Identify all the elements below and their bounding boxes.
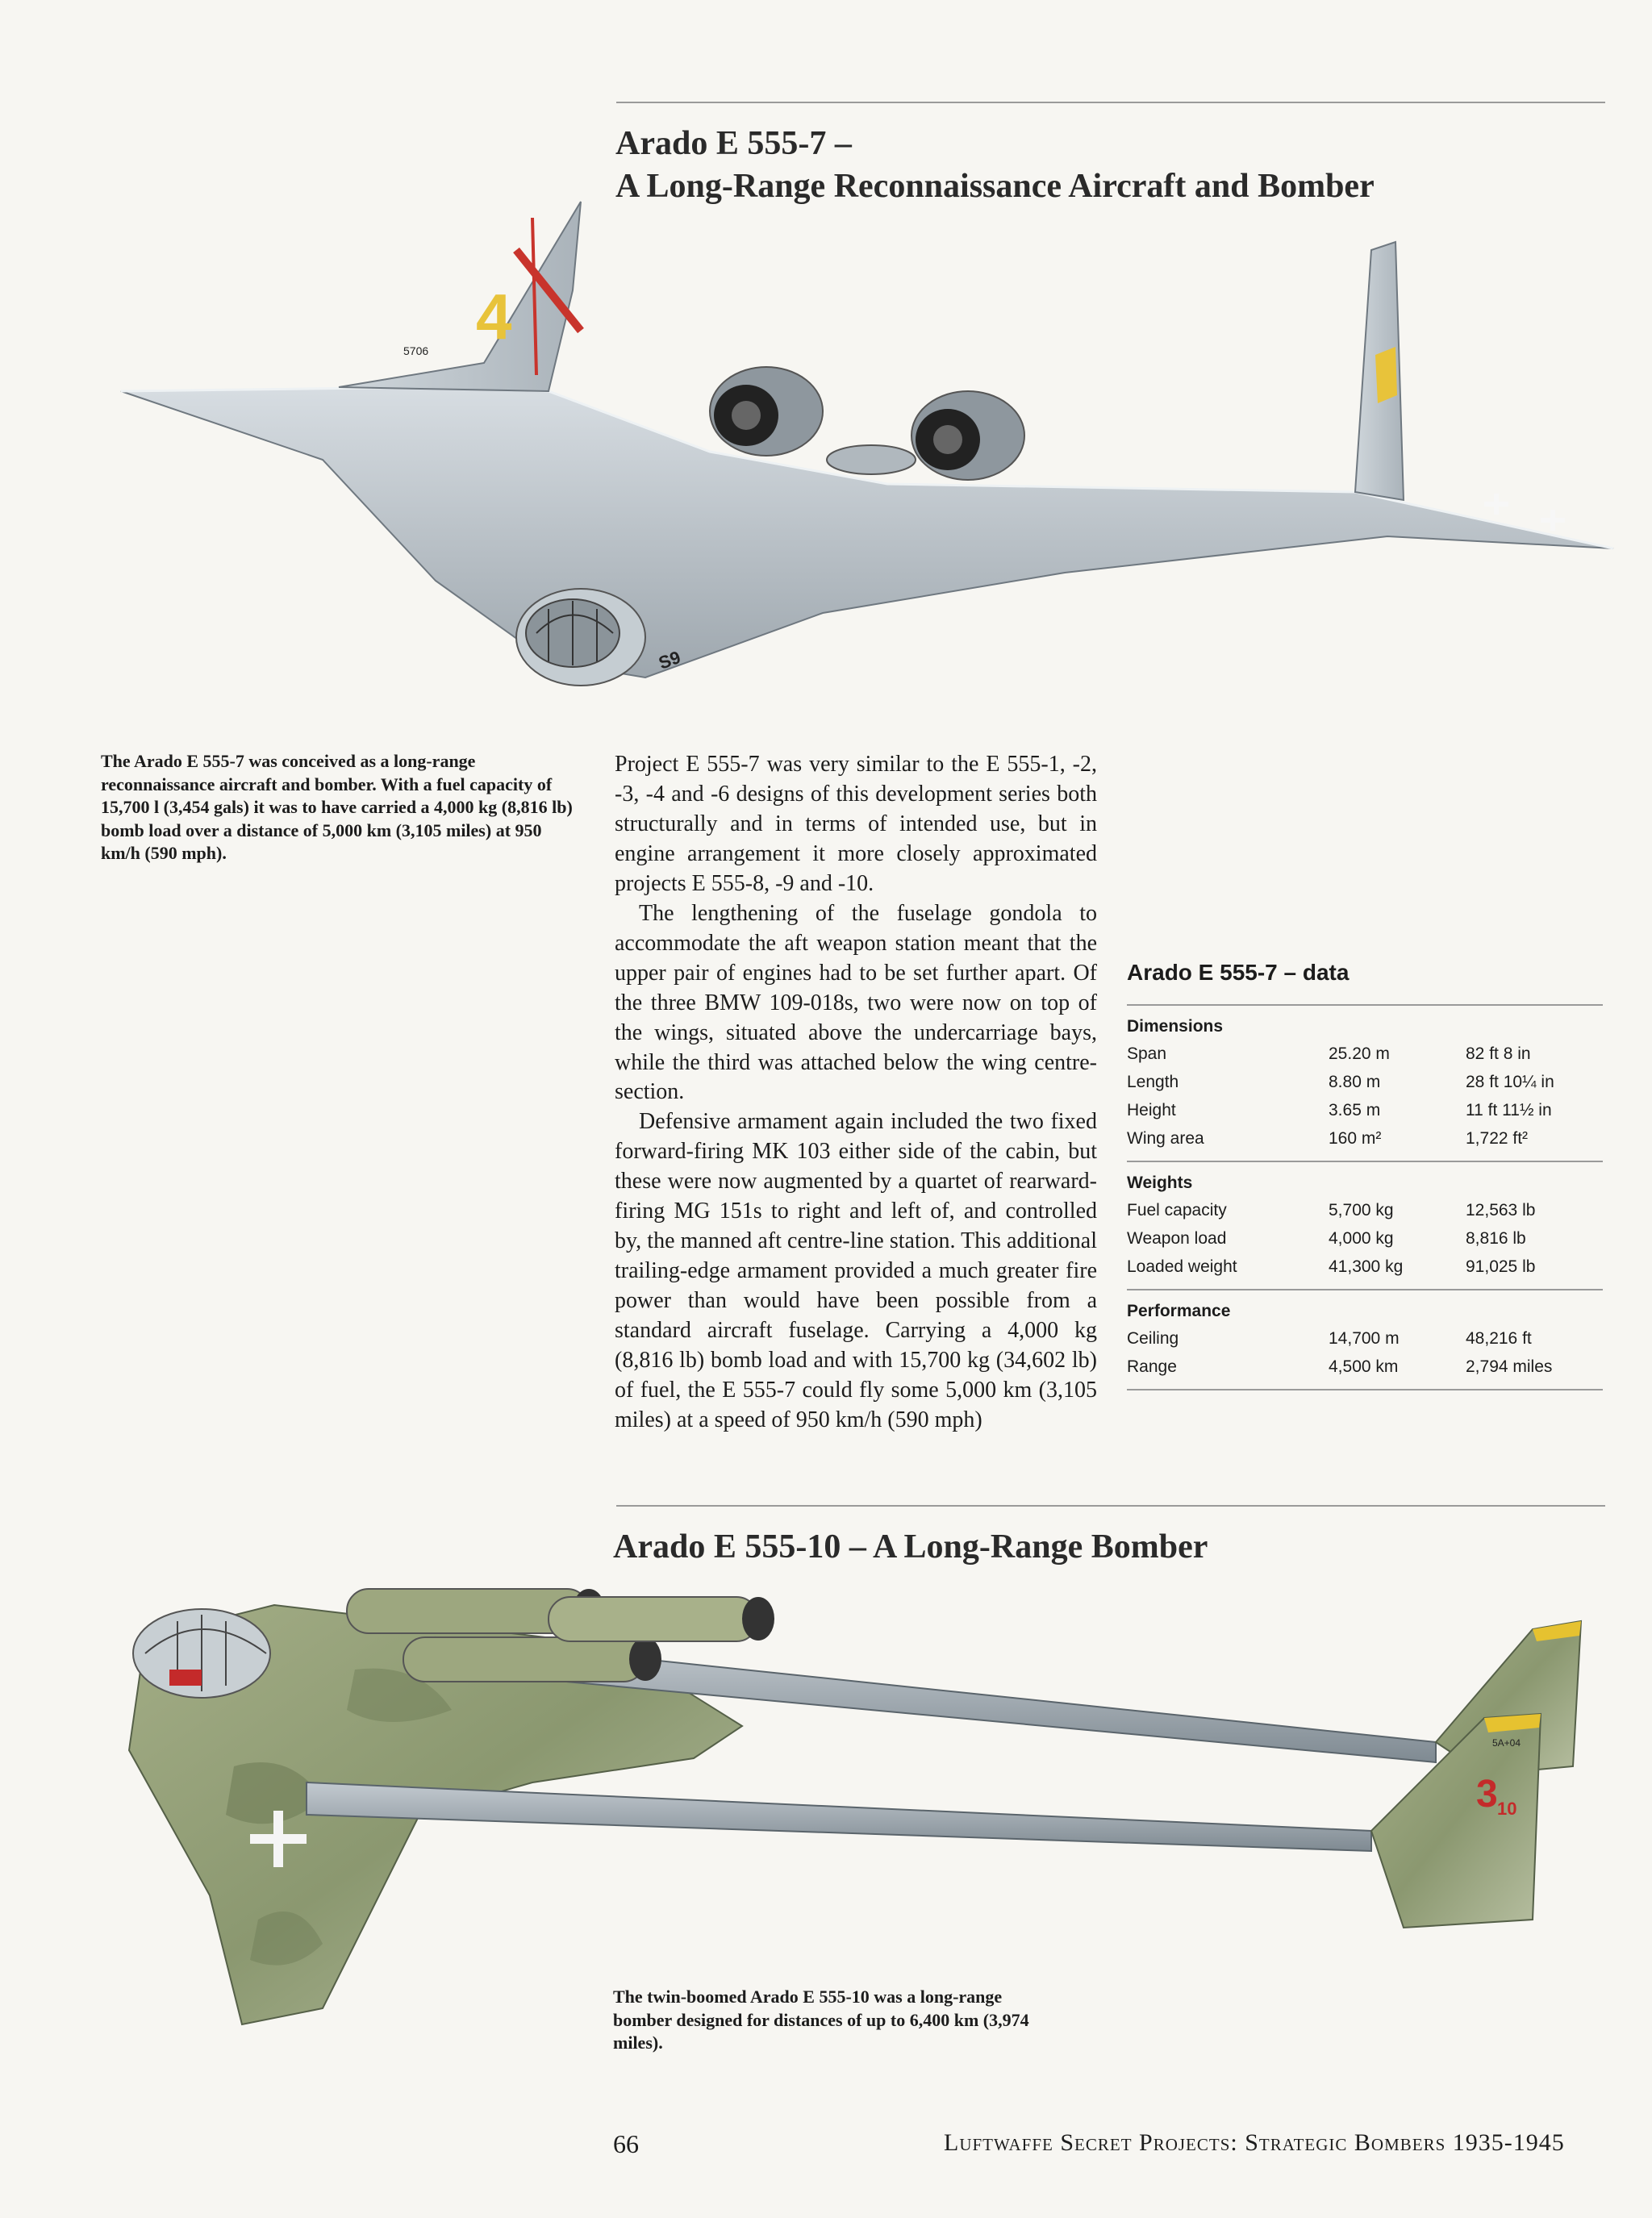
row-imperial: 11 ft 11½ in [1466,1100,1552,1119]
data-table [1127,1004,1603,1390]
data-section-weights [1127,1161,1603,1289]
row-label: Weapon load [1127,1228,1227,1248]
row-label: Height [1127,1100,1176,1119]
engine-right [912,391,1024,480]
paragraph-1: Project E 555-7 was very similar to the E 555-1, -2, -3, -4 and -6 designs of this development series both structurally and in terms of intended use, but in engine arrangement it more closely approximated projects E 555-8, -9 and -10. [615,752,1097,896]
row-imperial: 12,563 lb [1466,1200,1536,1219]
row-label: Length [1127,1072,1179,1091]
row-label: Wing area [1127,1128,1204,1148]
section-title: Weights [1127,1174,1193,1192]
left-fin-number: 4 [476,281,512,352]
cockpit [133,1609,270,1698]
table-row [1127,1196,1603,1224]
table-row [1127,1068,1603,1096]
row-label: Span [1127,1044,1167,1063]
section2-caption: The twin-boomed Arado E 555-10 was a long-range bomber designed for distances of up to 6,400 km (3,974 miles). [613,1987,1029,2053]
lower-boom [307,1782,1371,1851]
row-metric: 4,500 km [1329,1357,1399,1376]
row-label: Loaded weight [1127,1257,1237,1276]
paragraph-3: Defensive armament again included the two fixed forward-firing MK 103 either side of the cabin, but these were now augmented by a quartet of rearward-firing MG 151s to right and left of, and controlled by, the manned aft centre-line station. This additional trailing-edge armament provided a much greater fire power than would have been possible from a standard aircraft fuselage. Carrying a 4,000 kg (8,816 lb) bomb load and with 15,700 kg (34,602 lb) of fuel, the E 555-7 could fly some 5,000 km (3,105 miles) at a speed of 950 km/h (590 mph) [615,1109,1097,1432]
table-row [1127,1096,1603,1124]
section1-title-line1: Arado E 555-7 – [615,125,852,162]
row-imperial: 1,722 ft² [1466,1128,1529,1148]
row-label: Range [1127,1357,1177,1376]
section-title: Dimensions [1127,1017,1224,1036]
table-row [1127,1040,1603,1068]
row-label: Fuel capacity [1127,1200,1227,1219]
engine-lower [549,1597,774,1641]
left-fin [339,202,581,391]
row-imperial: 2,794 miles [1466,1357,1553,1376]
section1-caption: The Arado E 555-7 was conceived as a long-range reconnaissance aircraft and bomber. With a fuel capacity of 15,700 l (3,454 gals) it was to have carried a 4,000 kg (8,816 lb) bomb load over a distance of 5,000 km (3,105 miles) at 950 km/h (590 mph). [101,751,573,864]
section1-body-left [615,750,1097,1436]
mid-rule [616,1505,1605,1507]
data-section-dimensions [1127,1004,1603,1161]
arado-e555-7-illustration [97,194,1629,718]
engine-middle [403,1637,661,1682]
row-metric: 160 m² [1329,1128,1382,1148]
table-row [1127,1253,1603,1281]
table-row [1127,1353,1603,1381]
paragraph-2: The lengthening of the fuselage gondola to accommodate the aft weapon station meant that the upper pair of engines had to be set further apart. Of the three BMW 109-018s, two were now on top of the wings, situated above the undercarriage bays, while the third was attached below the wing centre-section. [615,900,1097,1105]
row-metric: 14,700 m [1329,1328,1400,1348]
row-metric: 25.20 m [1329,1044,1390,1063]
row-imperial: 28 ft 10¼ in [1466,1072,1554,1091]
row-metric: 8.80 m [1329,1072,1381,1091]
row-metric: 41,300 kg [1329,1257,1404,1276]
left-fin-code: 5706 [403,344,429,357]
section2-title: Arado E 555-10 – A Long-Range Bomber [613,1528,1208,1566]
row-metric: 4,000 kg [1329,1228,1394,1248]
nose-code: S9 [656,646,684,673]
lower-tail-sub: 10 [1497,1799,1517,1819]
arado-e555-10-illustration [113,1573,1629,2041]
lower-tail-number: 3 [1476,1773,1498,1816]
data-title: Arado E 555-7 – data [1127,960,1350,985]
cockpit [516,589,645,686]
row-imperial: 8,816 lb [1466,1228,1526,1248]
top-rule [616,102,1605,103]
table-row [1127,1224,1603,1253]
book-title: Luftwaffe Secret Projects: Strategic Bombers 1935-1945 [944,2129,1565,2156]
page-number: 66 [613,2129,639,2158]
table-row [1127,1324,1603,1353]
row-metric: 5,700 kg [1329,1200,1394,1219]
row-imperial: 82 ft 8 in [1466,1044,1531,1063]
table-row [1127,1124,1603,1153]
data-section-performance [1127,1289,1603,1390]
engine-left [710,367,823,456]
row-metric: 3.65 m [1329,1100,1381,1119]
section-title: Performance [1127,1302,1231,1320]
lower-tail-code: 5A+04 [1492,1737,1521,1749]
row-imperial: 91,025 lb [1466,1257,1536,1276]
row-label: Ceiling [1127,1328,1179,1348]
row-imperial: 48,216 ft [1466,1328,1532,1348]
section1-title-line2: A Long-Range Reconnaissance Aircraft and Bomber [615,167,1375,205]
